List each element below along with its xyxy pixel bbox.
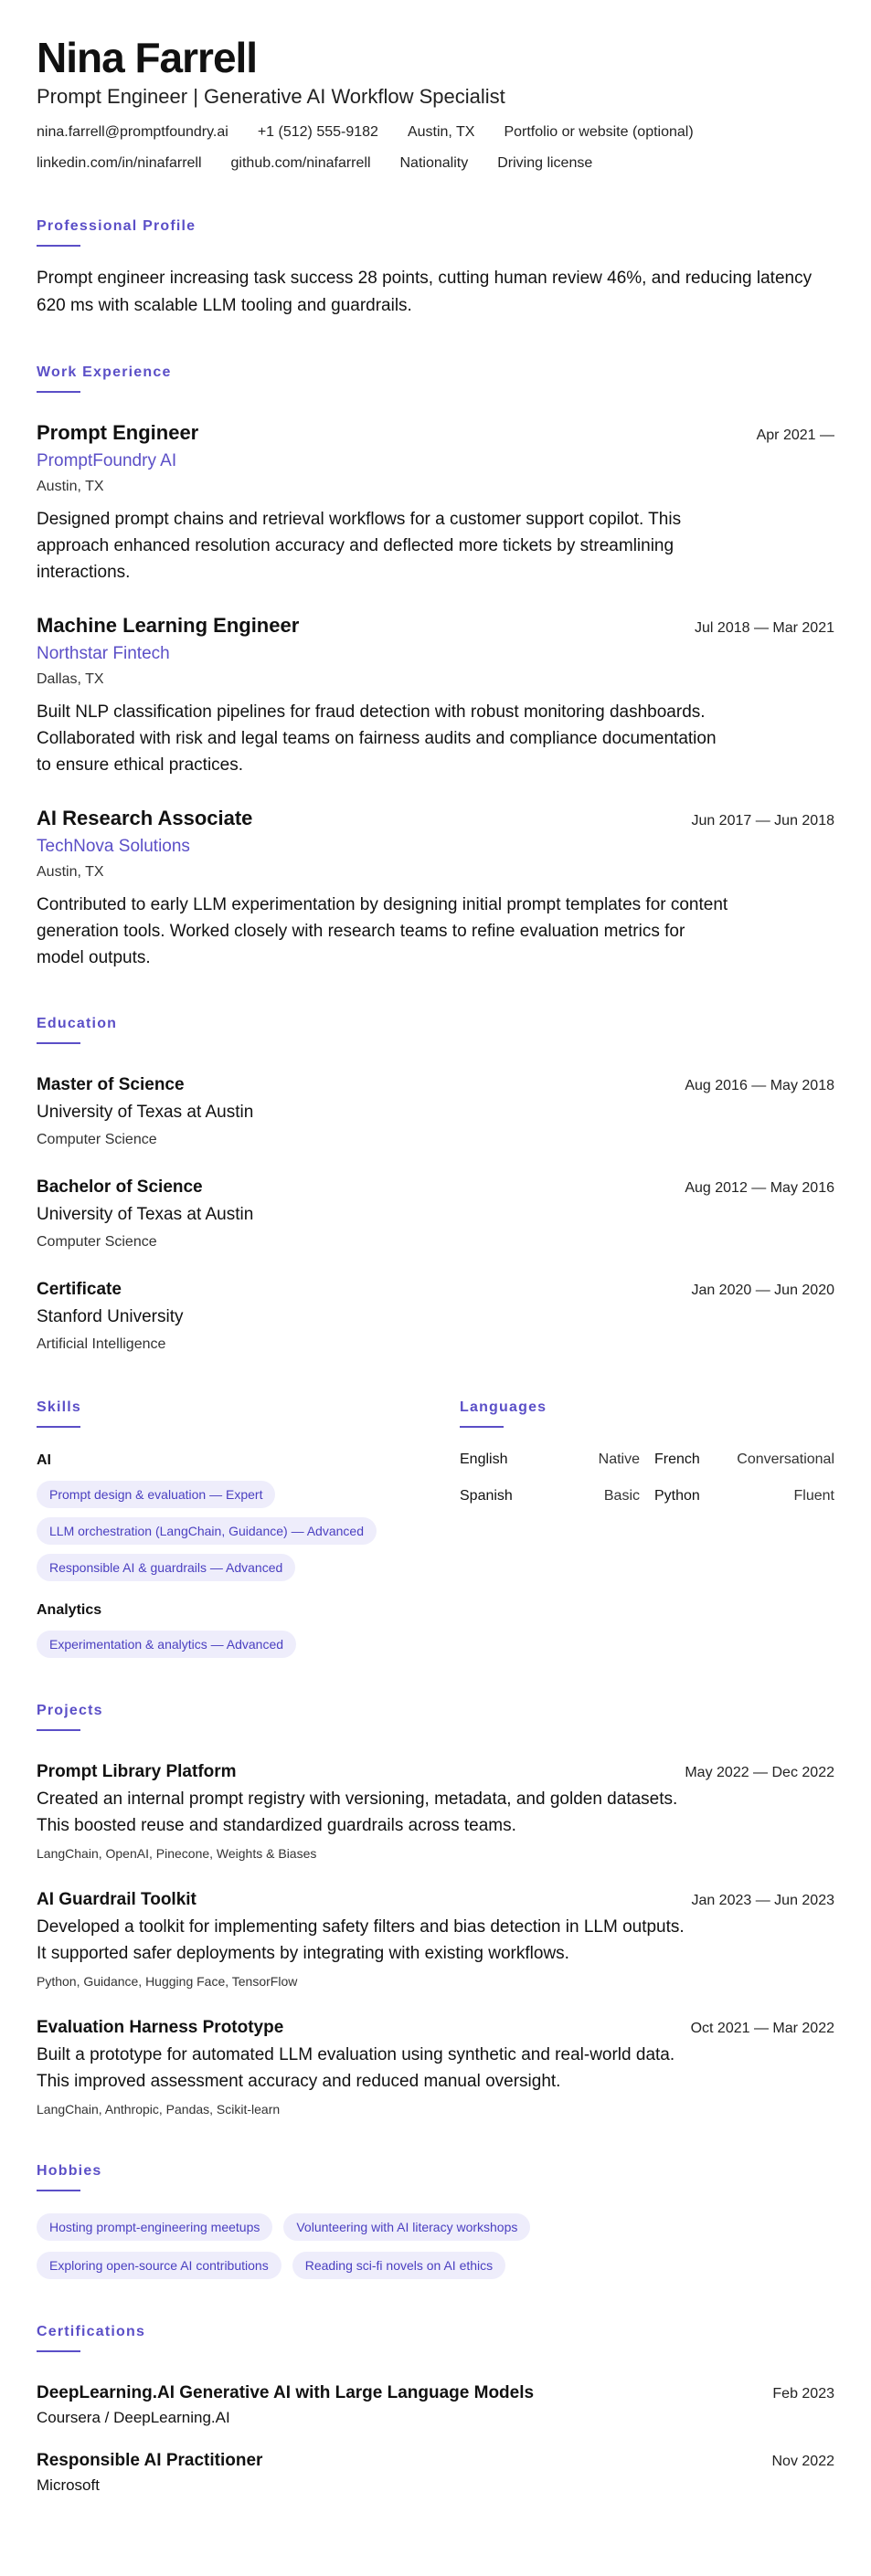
job-title: Prompt Engineer (37, 421, 199, 444)
edu-field: Computer Science (37, 1234, 157, 1250)
skill-chip-list (37, 1481, 460, 1581)
job-description: Contributed to early LLM experimentation by designing initial prompt templates for content generation tools. Worked closely with research teams to refine evaluation metrics for model outputs. (37, 895, 728, 967)
project-description: Developed a toolkit for implementing safety filters and bias detection in LLM outputs. It supported safer deployments by integrating with existing workflows. (37, 1917, 685, 1963)
edu-school: Stanford University (37, 1307, 184, 1326)
edu-dates: Aug 2012 — May 2016 (685, 1180, 834, 1196)
project-tech-stack: Python, Guidance, Hugging Face, TensorFlow (37, 1974, 298, 1989)
cert-date: Feb 2023 (772, 2386, 834, 2402)
section-certifications (37, 2323, 834, 2497)
edu-dates: Jan 2020 — Jun 2020 (691, 1283, 834, 1298)
language-name: English (460, 1452, 508, 1467)
language-name: French (654, 1452, 700, 1467)
cert-name: DeepLearning.AI Generative AI with Large Language Models (37, 2383, 535, 2402)
skill-group-title: Analytics (37, 1602, 102, 1618)
section-education (37, 1015, 834, 1355)
project-tech-stack: LangChain, OpenAI, Pinecone, Weights & Biases (37, 1846, 317, 1861)
section-title-profile: Professional Profile (37, 218, 197, 234)
project-dates: Jan 2023 — Jun 2023 (691, 1893, 834, 1908)
profile-summary: Prompt engineer increasing task success 28 points, cutting human review 46%, and reducing latency 620 ms with scalable LLM tooling and guardrails. (37, 269, 813, 315)
hobby-chip: Volunteering with AI literacy workshops (283, 2213, 530, 2241)
section-title-languages: Languages (460, 1399, 547, 1415)
language-item (654, 1486, 834, 1506)
contact-row-primary (37, 122, 834, 143)
skill-chip: Responsible AI & guardrails — Advanced (37, 1554, 295, 1581)
section-profile (37, 217, 834, 320)
section-title-skills: Skills (37, 1399, 82, 1415)
job-description: Designed prompt chains and retrieval workflows for a customer support copilot. This approach enhanced resolution accuracy and deflected more tickets by streamlining interactions. (37, 510, 682, 582)
job-dates: Apr 2021 — (756, 428, 834, 443)
skill-group-title: AI (37, 1452, 51, 1468)
section-divider (37, 1042, 80, 1044)
section-title-projects: Projects (37, 1703, 103, 1718)
section-skills (37, 1399, 460, 1658)
experience-entry (37, 806, 834, 971)
section-divider (37, 1729, 80, 1731)
edu-school: University of Texas at Austin (37, 1103, 254, 1122)
contact-portfolio[interactable]: Portfolio or website (optional) (504, 124, 694, 140)
section-title-certifications: Certifications (37, 2324, 146, 2339)
section-title-education: Education (37, 1016, 118, 1031)
language-level: Basic (603, 1488, 640, 1504)
cert-date: Nov 2022 (771, 2454, 834, 2469)
skill-chip-list (37, 1631, 460, 1658)
project-description: Created an internal prompt registry with versioning, metadata, and golden datasets. This boosted reuse and standardized guardrails across teams. (37, 1789, 678, 1835)
section-experience (37, 364, 834, 971)
resume-header (37, 33, 834, 174)
language-item (460, 1486, 640, 1506)
education-entry (37, 1073, 834, 1150)
skill-chip: Experimentation & analytics — Advanced (37, 1631, 296, 1658)
section-divider (37, 245, 80, 247)
section-divider (460, 1426, 504, 1428)
cert-issuer: Coursera / DeepLearning.AI (37, 2409, 230, 2426)
hobby-chip: Exploring open-source AI contributions (37, 2252, 281, 2279)
job-title: AI Research Associate (37, 807, 253, 829)
project-dates: May 2022 — Dec 2022 (685, 1765, 834, 1780)
candidate-headline: Prompt Engineer | Generative AI Workflow Specialist (37, 85, 505, 108)
language-list (460, 1450, 834, 1506)
experience-entry (37, 420, 834, 586)
hobby-chip: Hosting prompt-engineering meetups (37, 2213, 272, 2241)
candidate-name: Nina Farrell (37, 34, 258, 81)
contact-driving-license: Driving license (497, 155, 593, 171)
job-company: Northstar Fintech (37, 644, 170, 663)
job-location: Austin, TX (37, 479, 104, 494)
project-entry (37, 2016, 834, 2118)
section-languages (460, 1399, 834, 1658)
contact-email[interactable]: nina.farrell@promptfoundry.ai (37, 124, 228, 140)
language-item (654, 1450, 834, 1470)
section-divider (37, 2190, 80, 2191)
edu-degree: Master of Science (37, 1075, 185, 1094)
skill-chip: Prompt design & evaluation — Expert (37, 1481, 275, 1508)
job-company: TechNova Solutions (37, 837, 190, 856)
project-entry (37, 1760, 834, 1863)
section-divider (37, 391, 80, 393)
project-name: AI Guardrail Toolkit (37, 1890, 197, 1909)
experience-entry (37, 613, 834, 778)
contact-nationality: Nationality (399, 155, 469, 171)
project-entry (37, 1888, 834, 1990)
edu-field: Computer Science (37, 1132, 157, 1147)
edu-school: University of Texas at Austin (37, 1205, 254, 1224)
section-projects (37, 1702, 834, 2118)
section-divider (37, 2350, 80, 2352)
cert-issuer: Microsoft (37, 2476, 100, 2494)
contact-location: Austin, TX (407, 124, 475, 140)
edu-dates: Aug 2016 — May 2018 (685, 1078, 834, 1093)
cert-name: Responsible AI Practitioner (37, 2451, 263, 2470)
section-title-experience: Work Experience (37, 364, 172, 380)
project-name: Evaluation Harness Prototype (37, 2018, 284, 2037)
edu-field: Artificial Intelligence (37, 1336, 166, 1352)
job-title: Machine Learning Engineer (37, 614, 300, 637)
language-level: Native (598, 1452, 640, 1467)
job-company: PromptFoundry AI (37, 451, 177, 470)
language-name: Python (654, 1488, 700, 1504)
hobby-chip-list (37, 2213, 621, 2279)
project-name: Prompt Library Platform (37, 1762, 237, 1781)
education-entry (37, 1176, 834, 1252)
certification-entry (37, 2381, 834, 2429)
job-dates: Jun 2017 — Jun 2018 (691, 813, 834, 829)
contact-row-secondary (37, 153, 834, 174)
section-title-hobbies: Hobbies (37, 2163, 102, 2179)
contact-linkedin[interactable]: linkedin.com/in/ninafarrell (37, 155, 202, 171)
hobby-chip: Reading sci-fi novels on AI ethics (292, 2252, 505, 2279)
education-entry (37, 1278, 834, 1355)
skills-languages-row (37, 1399, 834, 1658)
edu-degree: Certificate (37, 1280, 122, 1299)
language-level: Conversational (737, 1452, 834, 1467)
language-level: Fluent (793, 1488, 834, 1504)
language-item (460, 1450, 640, 1470)
job-location: Austin, TX (37, 864, 104, 880)
section-divider (37, 1426, 80, 1428)
project-tech-stack: LangChain, Anthropic, Pandas, Scikit-learn (37, 2102, 281, 2117)
project-description: Built a prototype for automated LLM evaluation using synthetic and real-world data. This improved assessment accuracy and reduced manual oversight. (37, 2045, 675, 2091)
job-description: Built NLP classification pipelines for fraud detection with robust monitoring dashboards. Collaborated with risk and legal teams on fairness audits and compliance documentation to ensure ethical practices. (37, 702, 717, 775)
job-dates: Jul 2018 — Mar 2021 (695, 620, 834, 636)
contact-phone[interactable]: +1 (512) 555-9182 (257, 124, 378, 140)
contact-github[interactable]: github.com/ninafarrell (230, 155, 371, 171)
project-dates: Oct 2021 — Mar 2022 (690, 2021, 834, 2036)
edu-degree: Bachelor of Science (37, 1177, 203, 1197)
certification-entry (37, 2449, 834, 2497)
skill-chip: LLM orchestration (LangChain, Guidance) — Advanced (37, 1517, 377, 1545)
section-hobbies (37, 2162, 834, 2279)
language-name: Spanish (460, 1488, 513, 1504)
job-location: Dallas, TX (37, 671, 104, 687)
